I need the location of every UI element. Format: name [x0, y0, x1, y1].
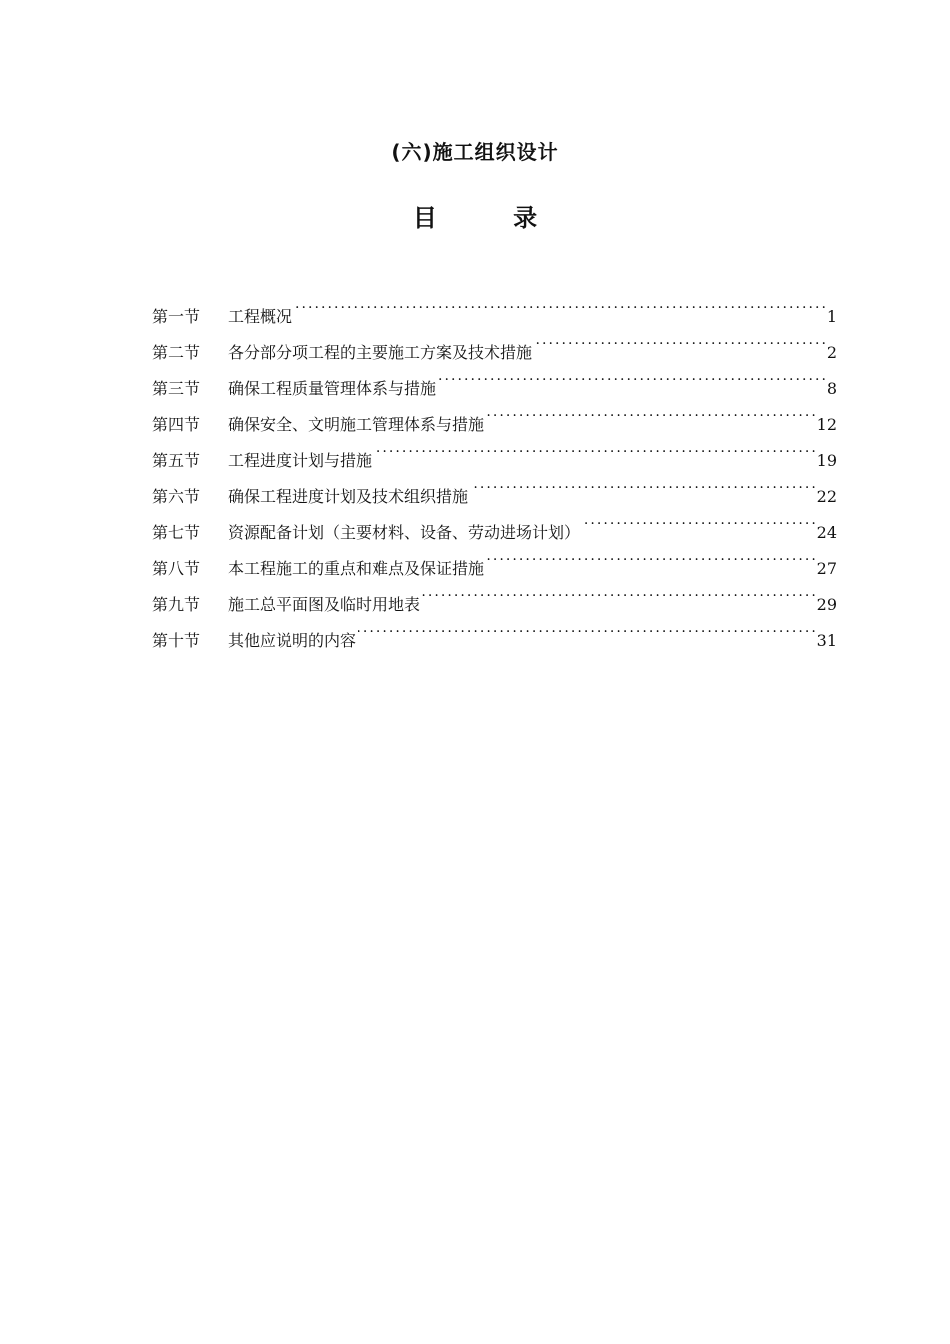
toc-dot-leader	[358, 610, 815, 646]
toc-section-title: 确保安全、文明施工管理体系与措施	[228, 415, 485, 434]
toc-section-number: 第三节	[152, 379, 201, 398]
toc-page-number: 24	[816, 523, 837, 542]
toc-dot-leader	[470, 466, 815, 502]
toc-section-number: 第一节	[152, 307, 201, 326]
toc-section-title: 确保工程进度计划及技术组织措施	[228, 487, 469, 506]
toc-section-number: 第四节	[152, 415, 201, 434]
toc-section-number: 第六节	[152, 487, 201, 506]
toc-section-number: 第九节	[152, 595, 201, 614]
toc-dot-leader	[422, 574, 815, 610]
toc-dot-leader	[374, 430, 815, 466]
toc-dot-leader	[294, 286, 825, 322]
document-title: (六)施工组织设计	[391, 140, 559, 164]
toc-section-number: 第七节	[152, 523, 201, 542]
toc-page-number: 12	[816, 415, 837, 434]
toc-section-title: 施工总平面图及临时用地表	[228, 595, 421, 614]
toc-page-number: 22	[816, 487, 837, 506]
toc-page-number: 19	[816, 451, 837, 470]
toc-page-number: 31	[816, 631, 837, 650]
toc-page-number: 8	[826, 379, 837, 398]
toc-dot-leader	[486, 538, 815, 574]
toc-section-title: 各分部分项工程的主要施工方案及技术措施	[228, 343, 533, 362]
toc-dot-leader	[534, 322, 825, 358]
toc-dot-leader	[582, 502, 815, 538]
toc-dot-leader	[438, 358, 825, 394]
toc-section-title: 确保工程质量管理体系与措施	[228, 379, 437, 398]
toc-page-number: 27	[816, 559, 837, 578]
toc-section-title: 工程概况	[228, 307, 293, 326]
table-of-contents	[152, 286, 837, 650]
toc-page-number: 1	[826, 307, 837, 326]
toc-section-title: 其他应说明的内容	[228, 631, 357, 650]
toc-section-number: 第五节	[152, 451, 201, 470]
toc-section-number: 第二节	[152, 343, 201, 362]
toc-section-number: 第八节	[152, 559, 201, 578]
toc-section-title: 本工程施工的重点和难点及保证措施	[228, 559, 485, 578]
toc-section-title: 工程进度计划与措施	[228, 451, 373, 470]
toc-page-number: 2	[826, 343, 837, 362]
toc-section-title: 资源配备计划（主要材料、设备、劳动进场计划）	[228, 523, 581, 542]
toc-page-number: 29	[816, 595, 837, 614]
toc-entry[interactable]	[152, 286, 837, 326]
toc-heading: 目 录	[412, 204, 572, 232]
toc-dot-leader	[486, 394, 815, 430]
toc-section-number: 第十节	[152, 631, 201, 650]
